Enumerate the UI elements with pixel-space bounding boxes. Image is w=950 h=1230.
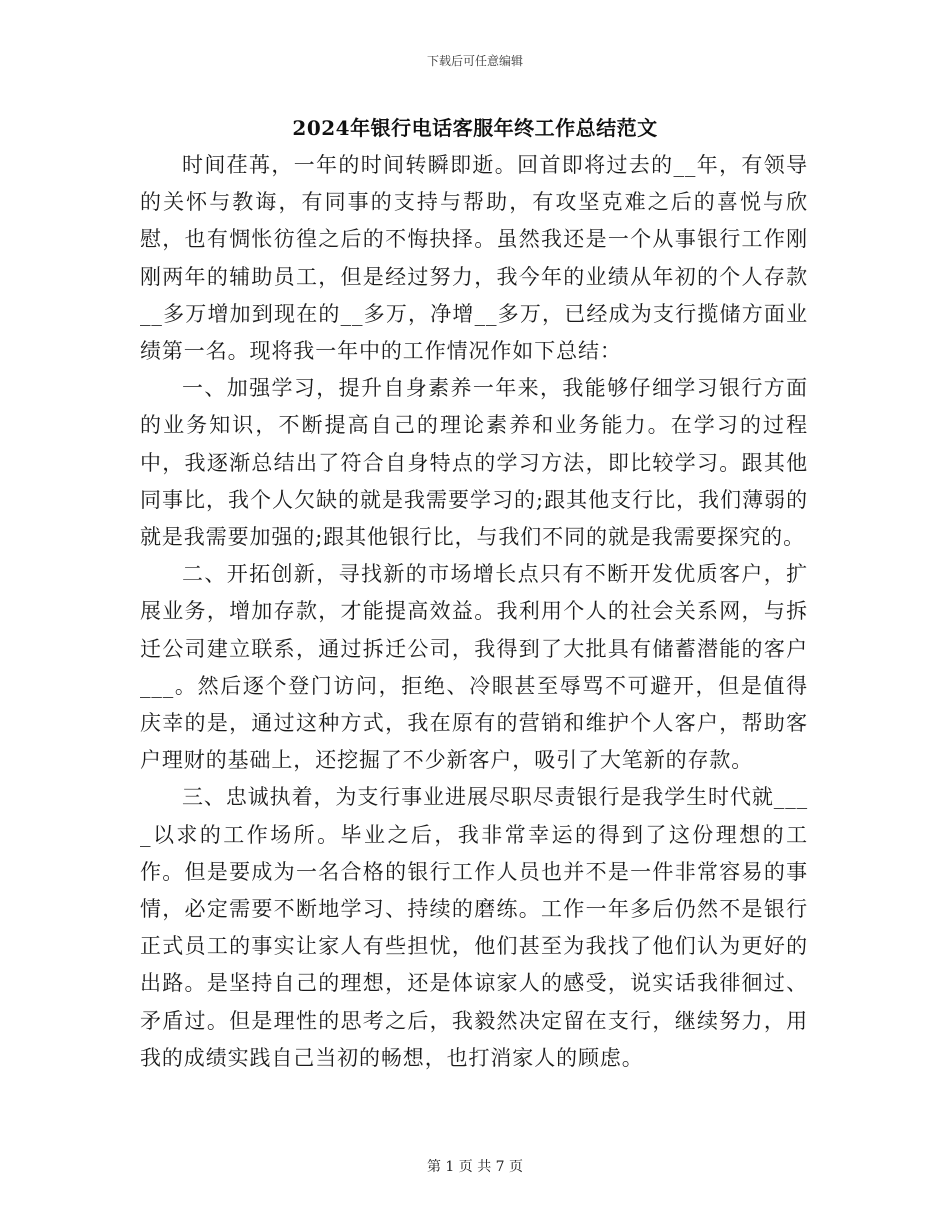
paragraph-intro: 时间荏苒，一年的时间转瞬即逝。回首即将过去的__年，有领导的关怀与教诲，有同事的支持与帮助，有攻坚克难之后的喜悦与欣慰，也有惆怅彷徨之后的不悔抉择。虽然我还是一个从事银行工作刚刚两年的辅助员工，但是经过努力，我今年的业绩从年初的个人存款__多万增加到现在的__多万，净增__多万，已经成为支行揽储方面业绩第一名。现将我一年中的工作情况作如下总结： [140,153,808,364]
document-title: 2024年银行电话客服年终工作总结范文 [292,116,658,140]
paragraph-section-3: 三、忠诚执着，为支行事业进展尽职尽责银行是我学生时代就____以求的工作场所。毕业之后，我非常幸运的得到了这份理想的工作。但是要成为一名合格的银行工作人员也并不是一件非常容易的事情，必定需要不断地学习、持续的磨练。工作一年多后仍然不是银行正式员工的事实让家人有些担忧，他们甚至为我找了他们认为更好的出路。是坚持自己的理想，还是体谅家人的感受，说实话我徘徊过、矛盾过。但是理性的思考之后，我毅然决定留在支行，继续努力，用我的成绩实践自己当初的畅想，也打消家人的顾虑。 [140,785,808,1070]
page-header-note: 下载后可任意编辑 [426,54,523,68]
page-number-footer: 第 1 页 共 7 页 [426,1159,524,1175]
document-body [140,147,808,1077]
paragraph-section-1: 一、加强学习，提升自身素养一年来，我能够仔细学习银行方面的业务知识，不断提高自己的理论素养和业务能力。在学习的过程中，我逐渐总结出了符合自身特点的学习方法，即比较学习。跟其他同事比，我个人欠缺的就是我需要学习的;跟其他支行比，我们薄弱的就是我需要加强的;跟其他银行比，与我们不同的就是我需要探究的。 [140,376,808,550]
paragraph-section-2: 二、开拓创新，寻找新的市场增长点只有不断开发优质客户，扩展业务，增加存款，才能提高效益。我利用个人的社会关系网，与拆迁公司建立联系，通过拆迁公司，我得到了大批具有储蓄潜能的客户___。然后逐个登门访问，拒绝、冷眼甚至辱骂不可避开，但是值得庆幸的是，通过这种方式，我在原有的营销和维护个人客户，帮助客户理财的基础上，还挖掘了不少新客户，吸引了大笔新的存款。 [140,562,808,773]
